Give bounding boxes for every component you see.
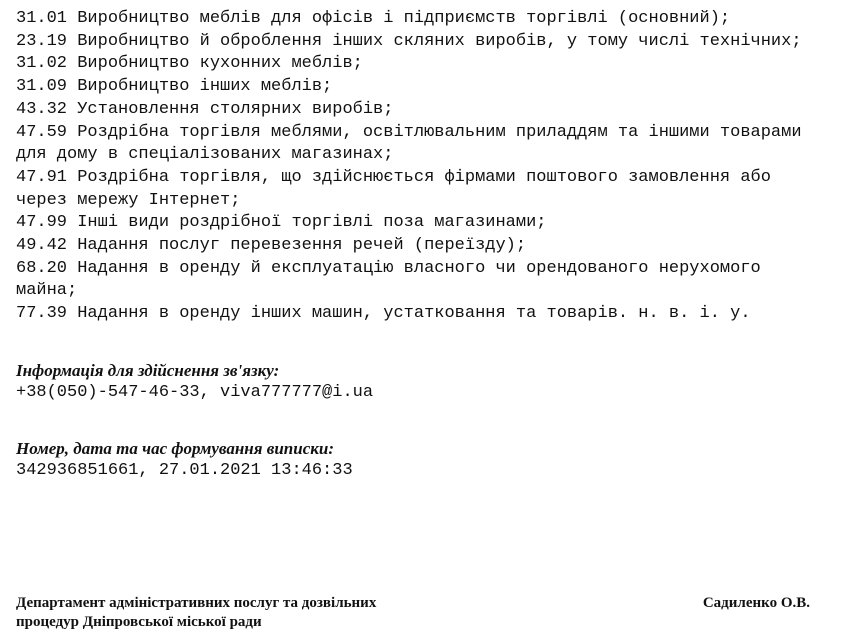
contact-heading: Інформація для здійснення зв'язку: bbox=[16, 360, 280, 380]
activity-item: 43.32 Установлення столярних виробів; bbox=[16, 99, 394, 119]
activities-list bbox=[16, 8, 816, 326]
activity-item: 47.99 Інші види роздрібної торгівлі поза магазинами; bbox=[16, 213, 547, 233]
activity-item: 47.59 Роздрібна торгівля меблями, освітлювальним приладдям та іншими товарами для дому в спеціалізованих магазинах; bbox=[16, 122, 812, 165]
document-body bbox=[16, 8, 816, 482]
activity-item: 23.19 Виробництво й оброблення інших скляних виробів, у тому числі технічних; bbox=[16, 31, 802, 51]
activity-item: 31.09 Виробництво інших меблів; bbox=[16, 77, 333, 97]
contact-value: +38(050)-547-46-33, viva777777@i.ua bbox=[16, 382, 374, 402]
activity-item: 49.42 Надання послуг перевезення речей (переїзду); bbox=[16, 236, 527, 256]
footer-organization: Департамент адміністративних послуг та дозвільних процедур Дніпровської міської ради bbox=[16, 595, 377, 630]
activity-item: 31.01 Виробництво меблів для офісів і підприємств торгівлі (основний); bbox=[16, 9, 731, 28]
extract-heading: Номер, дата та час формування виписки: bbox=[16, 438, 334, 458]
extract-section bbox=[16, 438, 816, 482]
extract-value: 342936851661, 27.01.2021 13:46:33 bbox=[16, 460, 353, 480]
activity-item: 31.02 Виробництво кухонних меблів; bbox=[16, 54, 363, 74]
activity-item: 47.91 Роздрібна торгівля, що здійснюється фірмами поштового замовлення або через мережу Інтернет; bbox=[16, 167, 782, 210]
contact-section bbox=[16, 360, 816, 404]
activity-item: 68.20 Надання в оренду й експлуатацію власного чи орендованого нерухомого майна; bbox=[16, 258, 771, 301]
footer-signer: Садиленко О.В. bbox=[702, 595, 810, 611]
document-footer bbox=[16, 594, 810, 632]
activity-item: 77.39 Надання в оренду інших машин, устатковання та товарів. н. в. і. у. bbox=[16, 304, 751, 324]
